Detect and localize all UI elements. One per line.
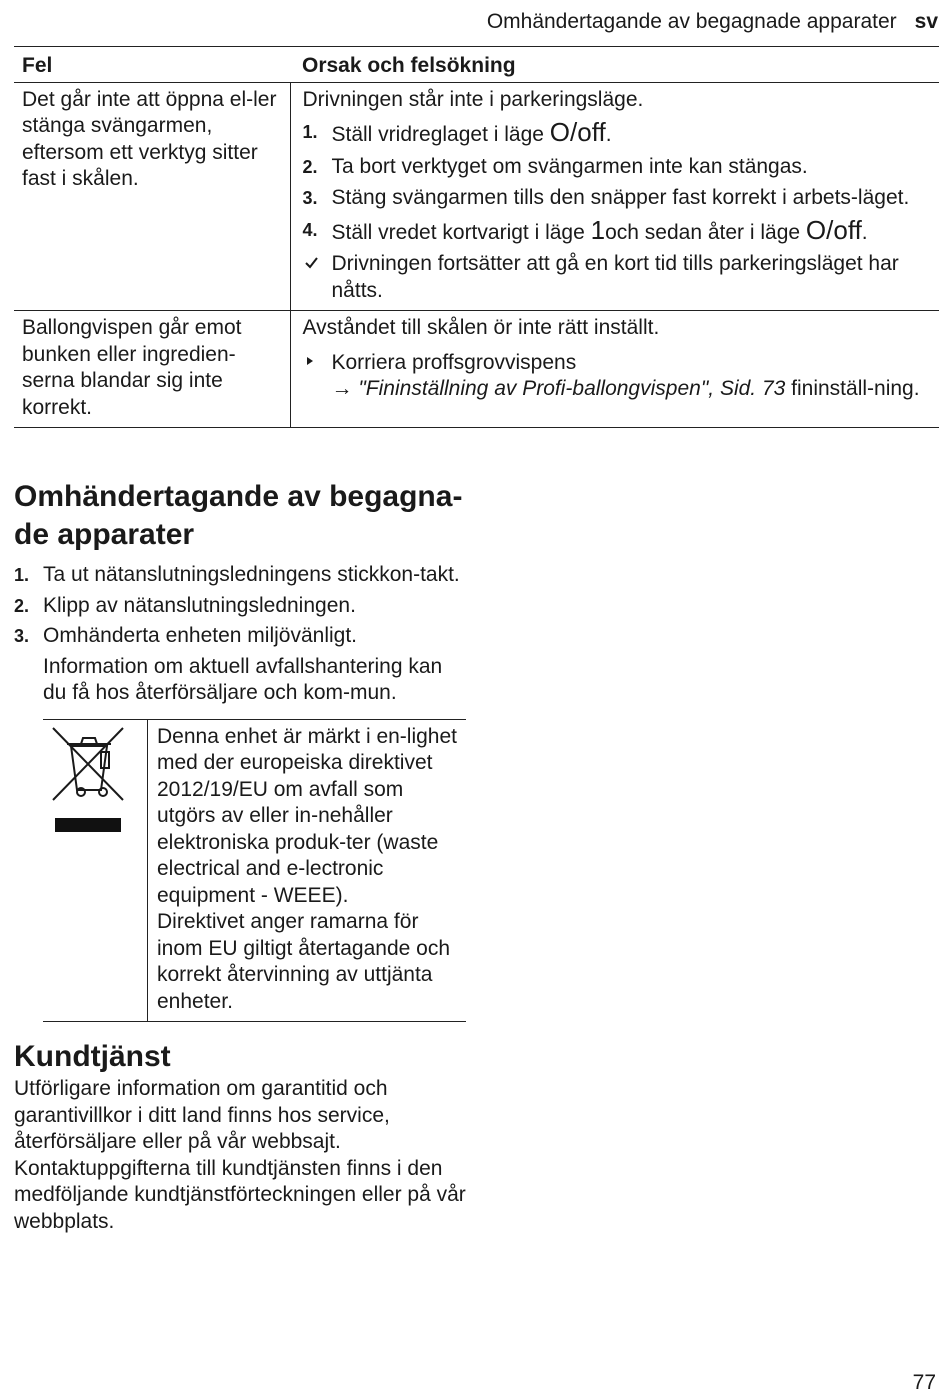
col-header-fault: Fel (22, 54, 53, 77)
fault-cell: Ballongvispen går emot bunken eller ingredien-serna blandar sig inte korrekt. (14, 311, 290, 428)
step-number: 1. (14, 565, 30, 585)
remedy-cell (290, 311, 939, 428)
weee-paragraph: Direktivet anger ramarna för inom EU giltigt återtagande och korrekt återvinning av uttjänta enheter. (157, 910, 451, 1013)
step-text-end: . (605, 123, 612, 146)
result-item (303, 251, 934, 304)
step-text: Ta ut nätanslutningsledningens stickkon-takt. (43, 563, 460, 586)
list-item (303, 185, 934, 212)
step-number: 3. (302, 188, 318, 208)
left-column (14, 478, 466, 1235)
reference-tail: fininställ-ning. (785, 377, 920, 400)
remedy-actions (303, 350, 934, 403)
step-text-end: . (861, 220, 868, 244)
cause-text: Avståndet till skålen ör inte rätt inställt. (302, 316, 660, 339)
step-number: 2. (302, 156, 318, 177)
table-header-row (14, 47, 939, 83)
table-row (14, 82, 939, 311)
troubleshooting-table (14, 46, 939, 428)
weee-bin-icon (43, 720, 148, 1022)
step-text: Ta bort verktyget om svängarmen inte kan stängas. (331, 154, 808, 178)
action-text: Korriera proffsgrovvispens (331, 350, 577, 374)
disposal-note: Information om aktuell avfallshantering kan du få hos återförsäljare och kom-mun. (43, 654, 443, 704)
running-header (487, 8, 938, 36)
step-text: Klipp av nätanslutningsledningen. (43, 593, 356, 617)
step-number: 3. (14, 626, 30, 646)
checkmark-icon (305, 251, 318, 282)
step-text: Ställ vredet kortvarigt i läge (331, 220, 591, 244)
list-item (303, 350, 934, 403)
list-item (14, 562, 466, 589)
service-heading: Kundtjänst (14, 1040, 171, 1073)
list-item (303, 119, 934, 149)
list-item (302, 214, 934, 247)
step-text: Ställ vridreglaget i läge (331, 123, 550, 146)
result-text: Drivningen fortsätter att gå en kort tid tills parkeringsläget har nåtts. (331, 252, 899, 302)
weee-text (148, 720, 466, 1022)
language-code: sv (914, 10, 938, 33)
step-number: 1. (302, 122, 318, 142)
fault-cell: Det går inte att öppna el-ler stänga svängarmen, eftersom ett verktyg sitter fast i skålen. (14, 82, 290, 311)
page-number: 77 (912, 1371, 936, 1394)
disposal-steps (14, 562, 466, 650)
remedy-steps (303, 119, 934, 304)
service-text: Utförligare information om garantitid och garantivillkor i ditt land finns hos service, återförsäljare eller på vår webbsajt. Kontaktuppgifterna till kundtjänsten finns i den medföljande kundtjänstförteckningen eller på vår webbplats. (14, 1077, 466, 1233)
off-symbol: O/off (805, 214, 862, 245)
col-header-cause: Orsak och felsökning (302, 54, 516, 77)
list-item (303, 154, 934, 181)
weee-notice (43, 719, 466, 1023)
list-item (14, 593, 466, 620)
triangle-bullet-icon (305, 350, 315, 381)
step-number: 2. (14, 595, 30, 616)
step-text: Omhänderta enheten miljövänligt. (43, 624, 358, 647)
cause-text: Drivningen står inte i parkeringsläge. (302, 87, 644, 111)
disposal-heading: Omhändertagande av begagna-de apparater (14, 480, 463, 551)
arrow-icon: → (331, 377, 353, 400)
step-text: Stäng svängarmen tills den snäpper fast korrekt i arbets-läget. (331, 186, 910, 209)
table-row (14, 311, 939, 428)
off-symbol: O/off (549, 117, 606, 147)
header-title: Omhändertagande av begagnade apparater (486, 10, 897, 33)
remedy-cell (290, 82, 939, 311)
list-item (14, 623, 466, 650)
step-number: 4. (302, 219, 318, 240)
weee-paragraph: Denna enhet är märkt i en-lighet med der europeiska direktivet 2012/19/EU om avfall som utgörs av eller in-nehåller elektroniska produk-ter (waste electrical and e-lectronic equipment - WEEE). (157, 724, 457, 907)
position-one-symbol: 1 (590, 214, 606, 245)
step-text-mid: och sedan åter i läge (605, 220, 806, 244)
cross-reference-link[interactable]: "Fininställning av Profi-ballongvispen", Sid. 73 (358, 377, 786, 400)
